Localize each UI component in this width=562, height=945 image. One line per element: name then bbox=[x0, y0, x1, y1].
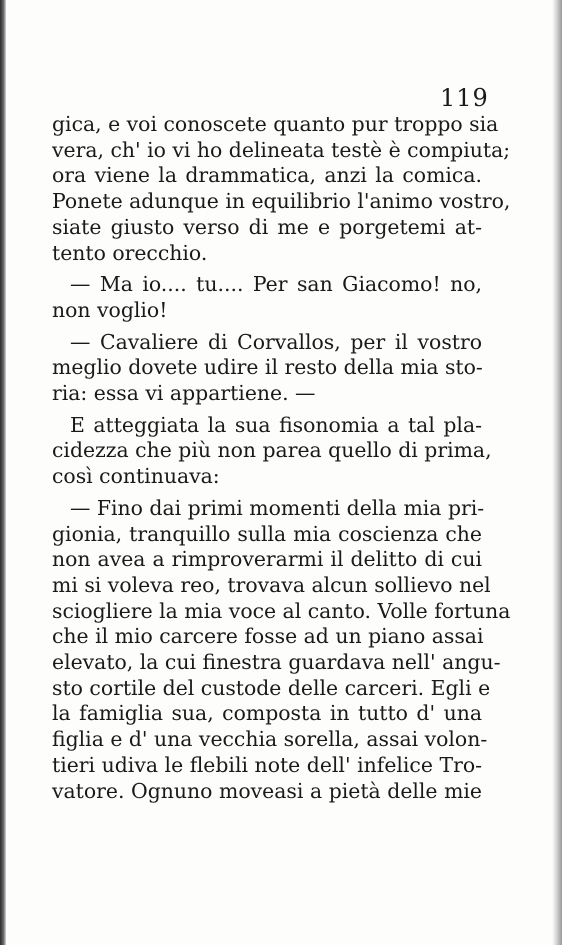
text-line: ora viene la drammatica, anzi la comica. bbox=[52, 163, 482, 188]
text-line: sto cortile del custode delle carceri. Egli e bbox=[52, 675, 491, 700]
page-binding-shadow bbox=[0, 0, 6, 945]
text-line: così continuava: bbox=[52, 464, 220, 489]
paragraph bbox=[52, 330, 482, 407]
text-line: mi si voleva reo, trovava alcun sollievo nel bbox=[52, 572, 491, 597]
text-line: vera, ch' io vi ho delineata testè è compiuta; bbox=[52, 137, 511, 162]
text-line: cidezza che più non parea quello di prima, bbox=[52, 438, 492, 463]
text-line: figlia e d' una vecchia sorella, assai volon- bbox=[52, 727, 488, 752]
page-number: 119 bbox=[440, 84, 489, 112]
text-line: meglio dovete udire il resto della mia sto- bbox=[52, 355, 483, 380]
text-line: vatore. Ognuno moveasi a pietà delle mie bbox=[52, 778, 482, 803]
text-line: non voglio! bbox=[52, 297, 168, 322]
text-line: gionia, tranquillo sulla mia coscienza che bbox=[52, 521, 482, 546]
paragraph bbox=[52, 112, 511, 266]
body-text bbox=[52, 112, 511, 804]
text-line: — Fino dai primi momenti della mia pri- bbox=[70, 495, 485, 520]
text-line: siate giusto verso di me e porgetemi at- bbox=[52, 214, 482, 239]
text-line: elevato, la cui finestra guardava nell' angu- bbox=[52, 650, 501, 675]
text-line: che il mio carcere fosse ad un piano assai bbox=[52, 624, 484, 649]
text-line: tento orecchio. bbox=[52, 240, 208, 265]
text-line: sciogliere la mia voce al canto. Volle fortuna bbox=[52, 598, 511, 623]
paragraph bbox=[52, 495, 511, 804]
text-line: tieri udiva le flebili note dell' infelice Tro- bbox=[52, 752, 482, 777]
paragraph bbox=[52, 412, 492, 490]
text-line: — Cavaliere di Corvallos, per il vostro bbox=[70, 329, 482, 354]
page-edge-shadow bbox=[552, 0, 562, 945]
text-line: la famiglia sua, composta in tutto d' una bbox=[52, 701, 482, 726]
text-line: non avea a rimproverarmi il delitto di cui bbox=[52, 547, 482, 572]
paragraph bbox=[52, 272, 482, 323]
text-line: ria: essa vi appartiene. — bbox=[52, 381, 316, 406]
text-line: gica, e voi conoscete quanto pur troppo sia bbox=[52, 112, 499, 136]
text-line: Ponete adunque in equilibrio l'animo vostro, bbox=[52, 189, 511, 214]
text-line: E atteggiata la sua fisonomia a tal pla- bbox=[70, 412, 482, 437]
text-line: — Ma io.... tu.... Per san Giacomo! no, bbox=[70, 272, 482, 297]
